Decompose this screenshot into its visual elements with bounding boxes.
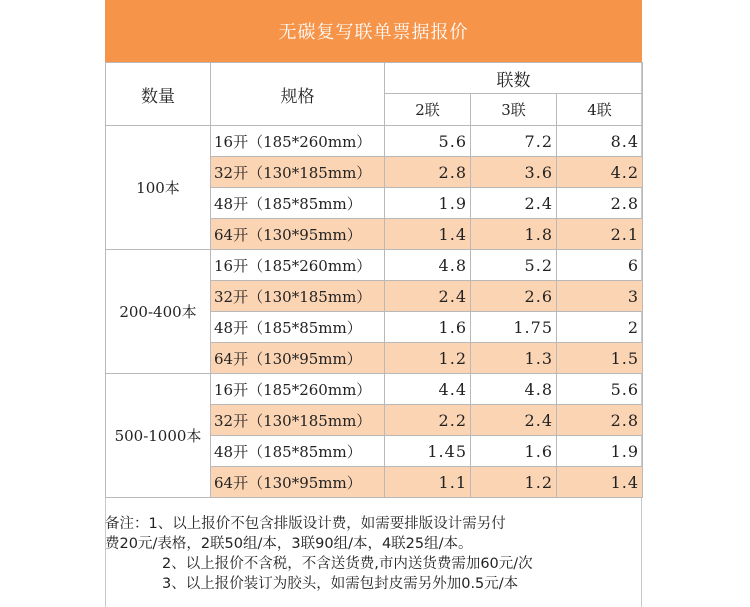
spec-cell: 32开（130*185mm） [211, 281, 385, 312]
table-row [106, 374, 643, 405]
price-4-copies: 2.8 [557, 188, 643, 219]
price-3-copies: 7.2 [471, 126, 557, 157]
note-line-4: 3、以上报价装订为胶头，如需包封皮需另外加0.5元/本 [162, 576, 519, 592]
price-3-copies: 5.2 [471, 250, 557, 281]
price-2-copies: 5.6 [385, 126, 471, 157]
price-2-copies: 2.4 [385, 281, 471, 312]
spec-cell: 16开（185*260mm） [211, 126, 385, 157]
price-3-copies: 2.4 [471, 405, 557, 436]
notes [105, 514, 642, 594]
note-line-3: 2、以上报价不含税，不含送货费,市内送货费需加60元/次 [162, 556, 533, 572]
price-4-copies: 6 [557, 250, 643, 281]
spec-cell: 16开（185*260mm） [211, 374, 385, 405]
price-2-copies: 1.6 [385, 312, 471, 343]
note-line-2: 费20元/表格，2联50组/本，3联90组/本，4联25组/本。 [105, 536, 473, 552]
spec-cell: 48开（185*85mm） [211, 312, 385, 343]
price-4-copies: 2 [557, 312, 643, 343]
price-3-copies: 4.8 [471, 374, 557, 405]
header-4-copies: 4联 [557, 94, 643, 126]
price-4-copies: 1.5 [557, 343, 643, 374]
spec-cell: 48开（185*85mm） [211, 188, 385, 219]
spec-cell: 16开（185*260mm） [211, 250, 385, 281]
table-row [106, 250, 643, 281]
spec-cell: 32开（130*185mm） [211, 405, 385, 436]
price-3-copies: 1.3 [471, 343, 557, 374]
header-2-copies: 2联 [385, 94, 471, 126]
price-4-copies: 4.2 [557, 157, 643, 188]
price-2-copies: 1.9 [385, 188, 471, 219]
price-4-copies: 2.1 [557, 219, 643, 250]
price-3-copies: 1.75 [471, 312, 557, 343]
price-4-copies: 3 [557, 281, 643, 312]
price-3-copies: 2.4 [471, 188, 557, 219]
price-4-copies: 8.4 [557, 126, 643, 157]
price-4-copies: 5.6 [557, 374, 643, 405]
spec-cell: 64开（130*95mm） [211, 343, 385, 374]
note-line-1: 备注：1、以上报价不包含排版设计费，如需要排版设计需另付 [105, 516, 506, 532]
spec-cell: 64开（130*95mm） [211, 219, 385, 250]
header-qty: 数量 [106, 63, 211, 126]
spec-cell: 48开（185*85mm） [211, 436, 385, 467]
price-4-copies: 1.9 [557, 436, 643, 467]
page-title: 无碳复写联单票据报价 [105, 0, 642, 62]
price-3-copies: 1.8 [471, 219, 557, 250]
header-copies: 联数 [385, 63, 643, 94]
price-3-copies: 3.6 [471, 157, 557, 188]
header-3-copies: 3联 [471, 94, 557, 126]
price-table [105, 62, 643, 498]
price-4-copies: 1.4 [557, 467, 643, 498]
price-3-copies: 2.6 [471, 281, 557, 312]
quantity-cell: 200-400本 [106, 250, 211, 374]
price-3-copies: 1.2 [471, 467, 557, 498]
price-2-copies: 2.2 [385, 405, 471, 436]
price-2-copies: 4.4 [385, 374, 471, 405]
spec-cell: 32开（130*185mm） [211, 157, 385, 188]
table-row [106, 126, 643, 157]
price-2-copies: 1.1 [385, 467, 471, 498]
spec-cell: 64开（130*95mm） [211, 467, 385, 498]
header-spec: 规格 [211, 63, 385, 126]
header-row [106, 63, 643, 94]
price-2-copies: 4.8 [385, 250, 471, 281]
price-2-copies: 1.45 [385, 436, 471, 467]
quantity-cell: 500-1000本 [106, 374, 211, 498]
price-2-copies: 1.2 [385, 343, 471, 374]
price-2-copies: 2.8 [385, 157, 471, 188]
price-4-copies: 2.8 [557, 405, 643, 436]
price-3-copies: 1.6 [471, 436, 557, 467]
price-2-copies: 1.4 [385, 219, 471, 250]
quantity-cell: 100本 [106, 126, 211, 250]
